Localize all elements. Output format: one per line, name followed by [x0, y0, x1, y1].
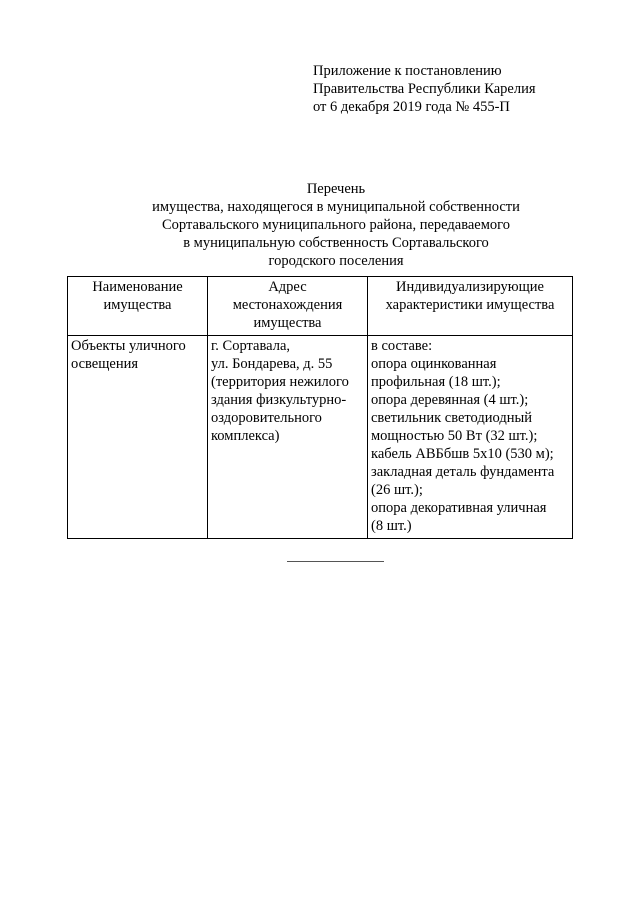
cell-text: здания физкультурно- — [211, 392, 347, 408]
header-text: имущества — [253, 315, 322, 331]
header-text: Наименование — [92, 279, 183, 295]
cell-characteristics — [368, 336, 573, 539]
header-characteristics — [368, 277, 573, 336]
heading-title: Перечень — [306, 181, 366, 197]
table-row — [68, 336, 573, 539]
cell-text: светильник светодиодный — [371, 410, 532, 426]
cell-text: в составе: — [371, 338, 433, 354]
cell-text: (территория нежилого — [211, 374, 349, 390]
header-text: характеристики имущества — [385, 297, 555, 313]
cell-text: профильная (18 шт.); — [371, 374, 501, 390]
cell-text: (8 шт.) — [371, 518, 412, 534]
cell-text: г. Сортавала, — [211, 338, 291, 354]
annex-line: Приложение к постановлению — [313, 63, 502, 79]
cell-text: комплекса) — [211, 428, 280, 444]
cell-text: опора деревянная (4 шт.); — [371, 392, 529, 408]
cell-text: ул. Бондарева, д. 55 — [211, 356, 333, 372]
cell-text: (26 шт.); — [371, 482, 423, 498]
end-divider — [287, 561, 384, 562]
cell-address — [208, 336, 368, 539]
annex-reference — [313, 62, 613, 116]
heading-line: Сортавальского муниципального района, передаваемого — [162, 217, 510, 233]
header-address — [208, 277, 368, 336]
table-header-row — [68, 277, 573, 336]
cell-property-name — [68, 336, 208, 539]
cell-text: мощностью 50 Вт (32 шт.); — [371, 428, 538, 444]
heading-line: городского поселения — [268, 253, 404, 269]
cell-text: опора декоративная уличная — [371, 500, 547, 516]
heading-line: в муниципальную собственность Сортавальского — [183, 235, 489, 251]
property-table — [67, 276, 573, 539]
annex-line: Правительства Республики Карелия — [313, 81, 536, 97]
document-heading — [60, 180, 612, 270]
header-text: местонахождения — [232, 297, 343, 313]
header-text: Индивидуализирующие — [396, 279, 544, 295]
header-text: имущества — [103, 297, 172, 313]
cell-text: закладная деталь фундамента — [371, 464, 555, 480]
cell-text: кабель АВБбшв 5х10 (530 м); — [371, 446, 554, 462]
annex-line: от 6 декабря 2019 года № 455-П — [313, 99, 510, 115]
cell-text: оздоровительного — [211, 410, 322, 426]
cell-text: опора оцинкованная — [371, 356, 497, 372]
cell-text: Объекты уличного — [71, 338, 186, 354]
cell-text: освещения — [71, 356, 139, 372]
header-property-name — [68, 277, 208, 336]
header-text: Адрес — [268, 279, 307, 295]
heading-line: имущества, находящегося в муниципальной собственности — [152, 199, 520, 215]
